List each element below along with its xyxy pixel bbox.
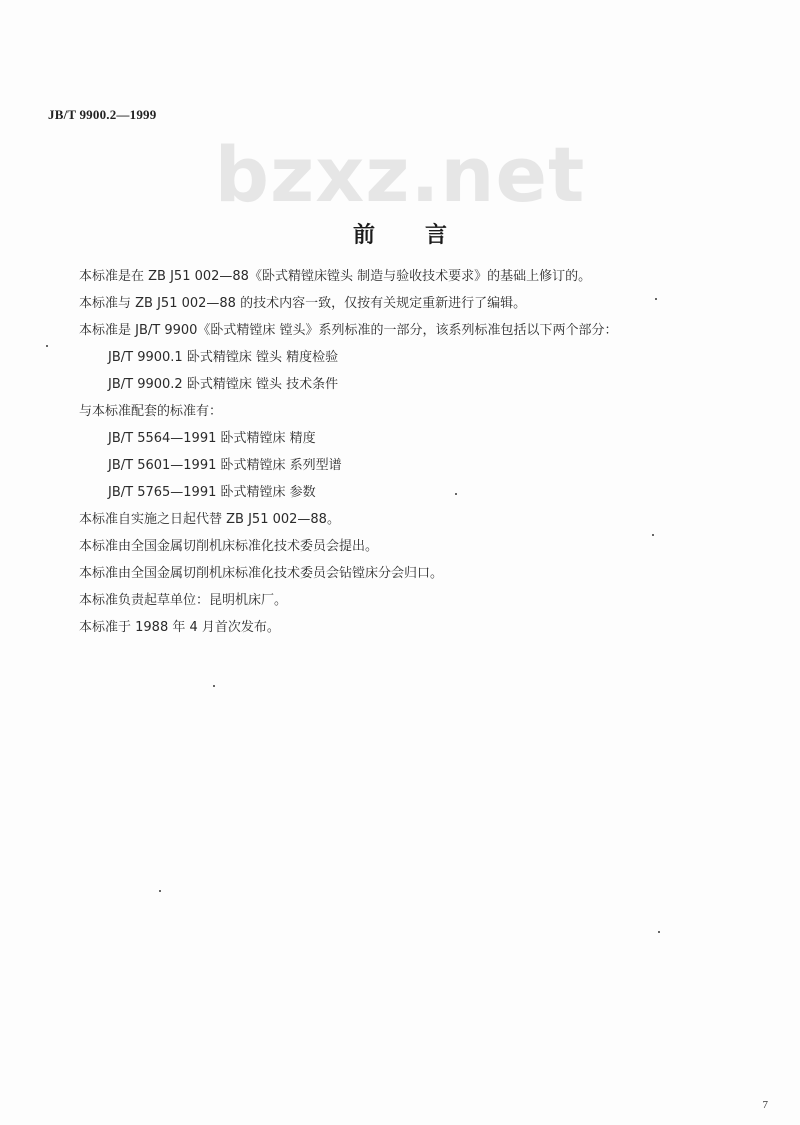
title-char-2: 言 [425, 222, 448, 248]
related-standard-2: JB/T 5601—1991 卧式精镗床 系列型谱 [108, 458, 342, 473]
paragraph-8: 本标准负责起草单位：昆明机床厂。 [79, 593, 288, 608]
standard-code: JB/T 9900.2—1999 [48, 107, 157, 122]
related-standard-3: JB/T 5765—1991 卧式精镗床 参数 [108, 485, 316, 500]
scan-speck [658, 931, 660, 933]
series-item-2: JB/T 9900.2 卧式精镗床 镗头 技术条件 [108, 377, 339, 392]
watermark: bzxz.net [214, 130, 586, 219]
title-char-1: 前 [352, 222, 375, 248]
scan-speck [159, 890, 161, 892]
section-title [0, 218, 800, 249]
paragraph-2: 本标准与 ZB J51 002—88 的技术内容一致，仅按有关规定重新进行了编辑。 [79, 296, 527, 311]
paragraph-4: 与本标准配套的标准有： [79, 404, 223, 419]
paragraph-7: 本标准由全国金属切削机床标准化技术委员会钻镗床分会归口。 [79, 566, 444, 581]
scan-speck [455, 493, 457, 495]
paragraph-9: 本标准于 1988 年 4 月首次发布。 [79, 620, 280, 635]
scan-speck [213, 685, 215, 687]
scan-speck [652, 534, 654, 536]
series-item-1: JB/T 9900.1 卧式精镗床 镗头 精度检验 [108, 350, 339, 365]
related-standard-1: JB/T 5564—1991 卧式精镗床 精度 [108, 431, 316, 446]
paragraph-5: 本标准自实施之日起代替 ZB J51 002—88。 [79, 512, 340, 527]
page-number: 7 [762, 1099, 768, 1111]
scan-speck [46, 345, 48, 347]
paragraph-6: 本标准由全国金属切削机床标准化技术委员会提出。 [79, 539, 379, 554]
scan-speck [655, 298, 657, 300]
paragraph-3: 本标准是 JB/T 9900《卧式精镗床 镗头》系列标准的一部分，该系列标准包括以下两个部分： [79, 323, 618, 338]
paragraph-1: 本标准是在 ZB J51 002—88《卧式精镗床镗头 制造与验收技术要求》的基础上修订的。 [79, 269, 592, 284]
